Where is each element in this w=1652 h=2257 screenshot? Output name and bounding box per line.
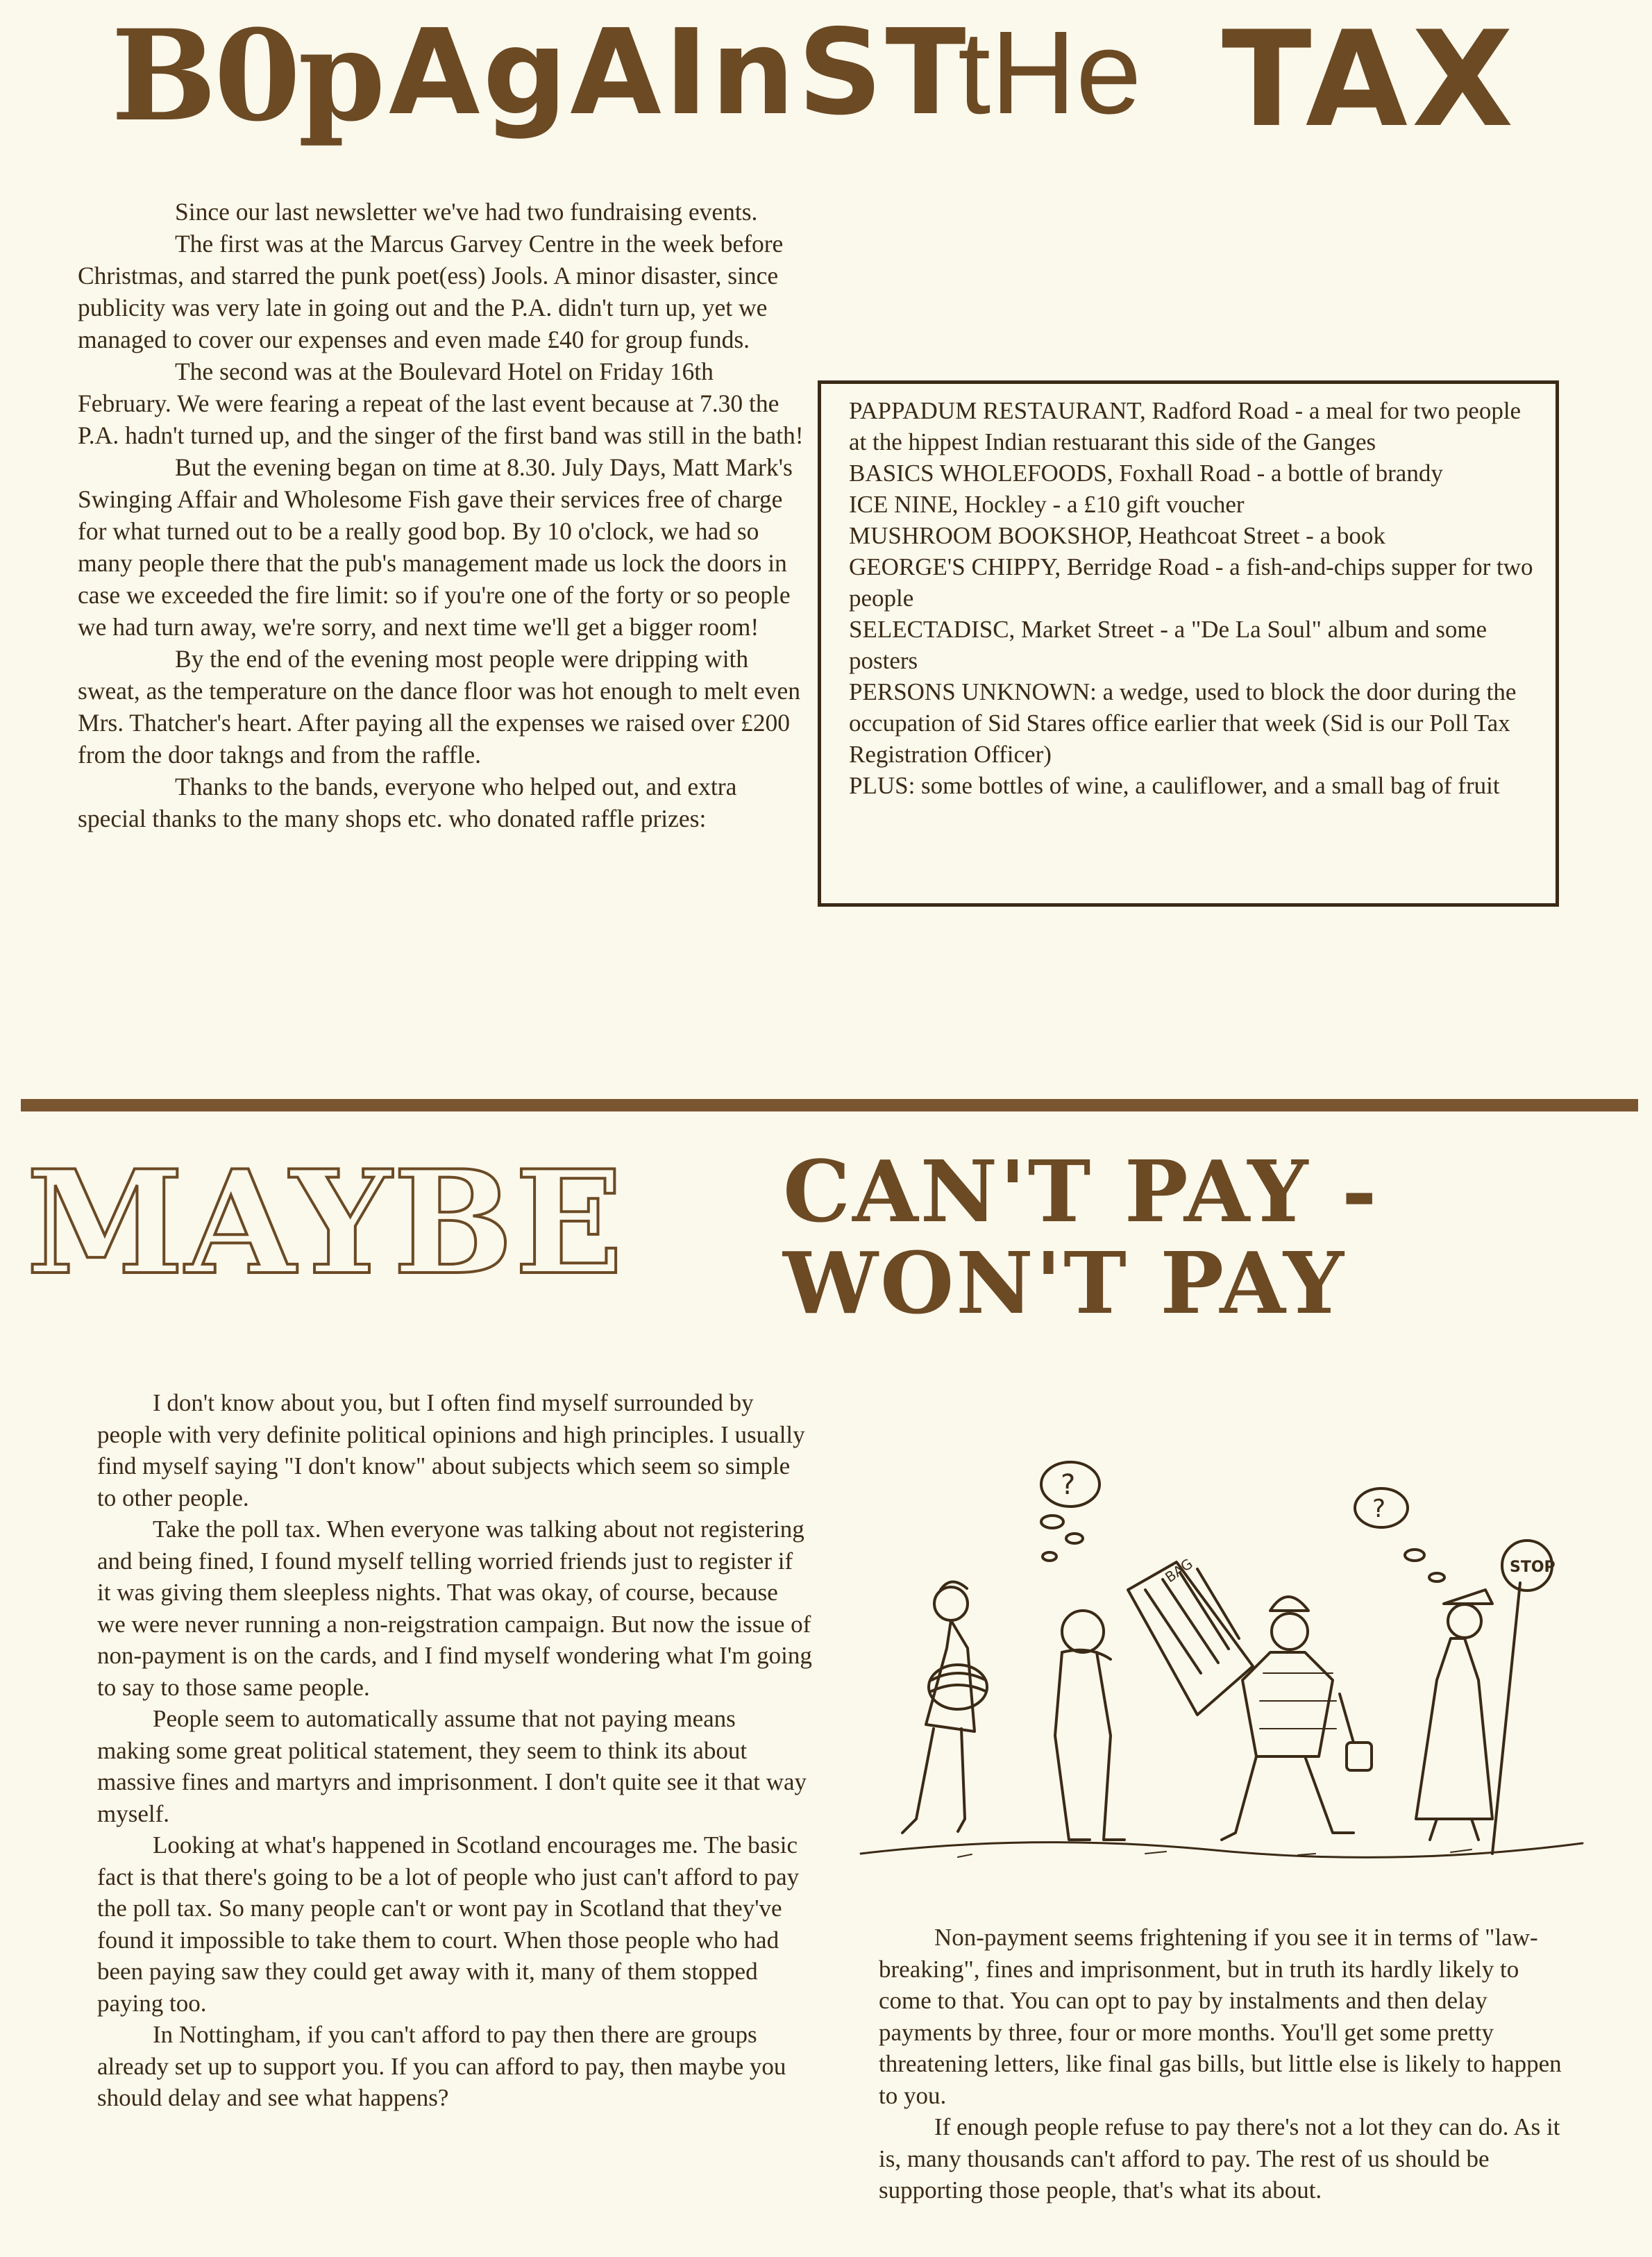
paragraph: I don't know about you, but I often find myself surrounded by people with very definite political opinions and high principles. I usually find myself saying "I don't know" about subjects which seem so simple to other people. (97, 1389, 805, 1511)
prize-item: ICE NINE, Hockley - a £10 gift voucher (849, 491, 1245, 518)
paragraph: The first was at the Marcus Garvey Centre in the week before Christmas, and starred the punk poet(ess) Jools. A minor disaster, since publicity was very late in going out and the P.A. didn't turn up, yet we managed to cover our expenses and even made £40 for group funds. (78, 230, 784, 353)
bin-label: BAG (1162, 1555, 1196, 1586)
raffle-prizes-box (818, 380, 1559, 907)
crossing-guard-figure (1416, 1541, 1556, 1854)
policeman-figure (1222, 1597, 1372, 1840)
headline-word-4: TAX (1222, 3, 1518, 156)
thought-bubble-icon (1355, 1488, 1444, 1581)
article-non-payment-right (879, 1922, 1573, 2206)
paragraph: The second was at the Boulevard Hotel on Friday 16th February. We were fearing a repeat of the last event because at 7.30 the P.A. hadn't turned up, and the singer of the first band was still in the bath! (78, 358, 804, 449)
paragraph: By the end of the evening most people were dripping with sweat, as the temperature on the dance floor was hot enough to melt even Mrs. Thatcher's heart. After paying all the expenses we raised over £200 from the door takngs and from the raffle. (78, 645, 800, 769)
headline-word-1: B0p (111, 3, 383, 149)
thought-bubble-icon (1041, 1462, 1099, 1561)
prize-item: MUSHROOM BOOKSHOP, Heathcoat Street - a book (849, 522, 1385, 549)
paragraph: But the evening began on time at 8.30. July Days, Matt Mark's Swinging Affair and Wholesome Fish gave their services free of charge for what turned out to be a really good bop. By 10 o'clock, we had so many people there that the pub's management made us lock the doors in case we exceeded the fire limit: so if you're one of the forty or so people we had turn away, we're sorry, and next time we'll get a bigger room! (78, 453, 793, 641)
headline-line-2: WON'T PAY (783, 1233, 1346, 1333)
paragraph: Since our last newsletter we've had two fundraising events. (175, 198, 758, 226)
article-non-payment-left (97, 1387, 812, 2114)
woman-with-basket-figure (902, 1581, 987, 1833)
headline-line-1: CAN'T PAY - (783, 1141, 1379, 1241)
paragraph: If enough people refuse to pay there's not a lot they can do. As it is, many thousands can't afford to pay. The rest of us should be supporting those people, that's what its about. (879, 2113, 1560, 2204)
paragraph: Thanks to the bands, everyone who helped out, and extra special thanks to the many shops etc. who donated raffle prizes: (78, 773, 737, 832)
paragraph: People seem to automatically assume that not paying means making some great political statement, they seem to think its about massive fines and martyrs and imprisonment. I don't quite see it that way myself. (97, 1705, 807, 1827)
headline-maybe: MAYBE (26, 1140, 625, 1307)
section-divider (21, 1099, 1638, 1111)
headline-word-3: tHe (958, 7, 1142, 139)
question-mark: ? (1061, 1469, 1076, 1501)
prize-item: PERSONS UNKNOWN: a wedge, used to block the door during the occupation of Sid Stares office earlier that week (Sid is our Poll Tax Registration Officer) (849, 678, 1517, 768)
headline-word-2: AgAInST (389, 4, 969, 142)
prize-item: BASICS WHOLEFOODS, Foxhall Road - a bottle of brandy (849, 460, 1443, 487)
man-carrying-bin-figure (1055, 1555, 1253, 1840)
paragraph: In Nottingham, if you can't afford to pay then there are groups already set up to support you. If you can afford to pay, then maybe you should delay and see what happens? (97, 2021, 786, 2111)
paragraph: Take the poll tax. When everyone was talking about not registering and being fined, I found myself telling worried friends just to register if it was giving them sleepless nights. That was okay, of course, because we were never running a non-reigstration campaign. But now the issue of non-payment is on the cards, and I find myself wondering what I'm going to say to those same people. (97, 1516, 812, 1701)
prize-item: PAPPADUM RESTAURANT, Radford Road - a meal for two people at the hippest Indian restuarant this side of the Ganges (849, 397, 1522, 455)
prize-item: GEORGE'S CHIPPY, Berridge Road - a fish-and-chips supper for two people (849, 553, 1533, 612)
question-mark: ? (1372, 1495, 1386, 1523)
stop-sign-label: STOP (1510, 1559, 1556, 1576)
paragraph: Non-payment seems frightening if you see it in terms of "law-breaking", fines and imprisonment, but in truth its hardly likely to come to that. You can opt to pay by instalments and then delay payments by three, four or more months. You'll get some pretty threatening letters, like final gas bills, but little else is likely to happen to you. (879, 1924, 1562, 2109)
headline-cant-pay-wont-pay (783, 1141, 1379, 1333)
paragraph: Looking at what's happened in Scotland encourages me. The basic fact is that there's going to be a lot of people who just can't afford to pay the poll tax. So many people can't or wont pay in Scotland that they've found it impossible to take them to court. When those people who had been paying saw they could get away with it, many of them stopped paying too. (97, 1831, 800, 2017)
article-fundraising (78, 196, 807, 834)
prize-item: SELECTADISC, Market Street - a "De La Soul" album and some posters (849, 616, 1487, 674)
cartoon-illustration (854, 1444, 1590, 1861)
prize-item: PLUS: some bottles of wine, a cauliflower, and a small bag of fruit (849, 772, 1500, 799)
